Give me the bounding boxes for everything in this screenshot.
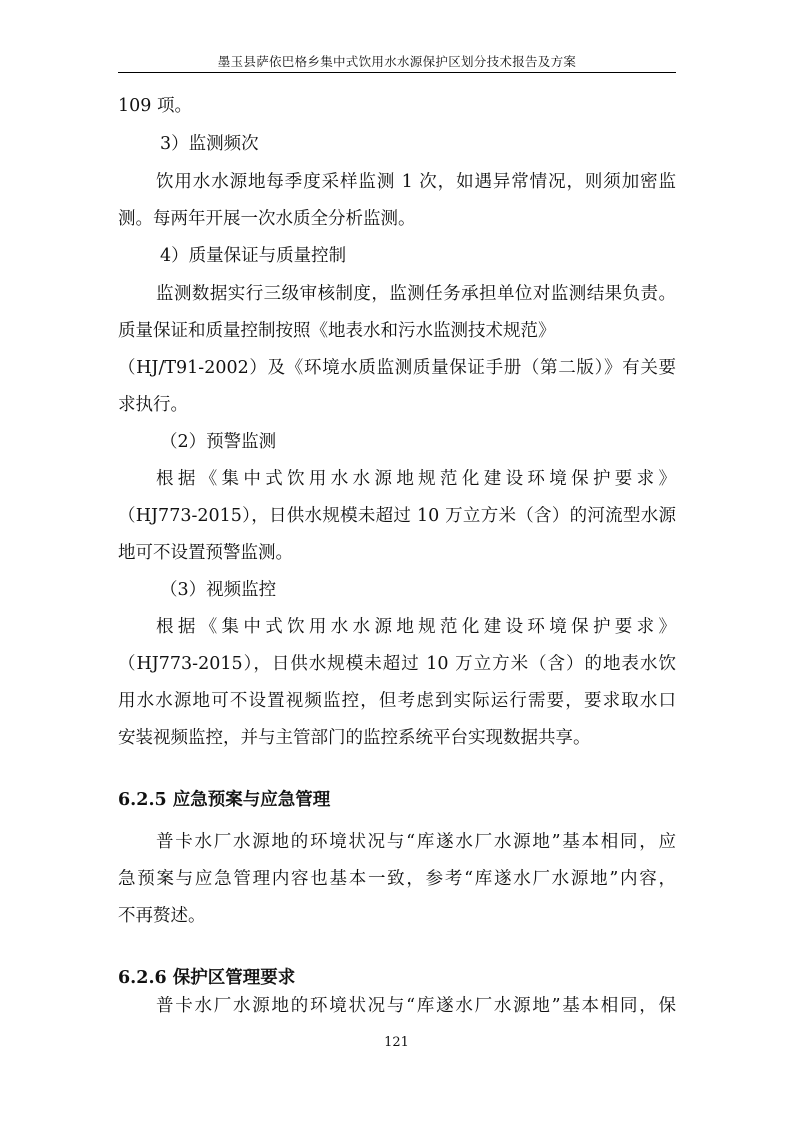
body-line: （HJ773-2015），日供水规模未超过 10 万立方米（含）的地表水饮	[118, 654, 676, 674]
header-divider	[118, 72, 676, 73]
body-line: 普卡水厂水源地的环境状况与“库遂水厂水源地”基本相同，应	[156, 832, 676, 852]
section-heading-6-2-5: 6.2.5 应急预案与应急管理	[118, 790, 331, 810]
page-number: 121	[384, 1035, 409, 1050]
body-line: 根据《集中式饮用水水源地规范化建设环境保护要求》	[156, 469, 676, 489]
section-heading-6-2-6: 6.2.6 保护区管理要求	[118, 968, 296, 988]
body-line: 质量保证和质量控制按照《地表水和污水监测技术规范》	[118, 321, 556, 341]
page-header-title: 墨玉县萨依巴格乡集中式饮用水水源保护区划分技术报告及方案	[217, 54, 577, 69]
subheading-quality-control: 4）质量保证与质量控制	[160, 246, 347, 266]
body-line: 安装视频监控，并与主管部门的监控系统平台实现数据共享。	[118, 728, 591, 748]
body-line: （HJ/T91-2002）及《环境水质监测质量保证手册（第二版）》有关要	[118, 358, 676, 378]
body-line: 急预案与应急管理内容也基本一致，参考“库遂水厂水源地”内容，	[118, 869, 676, 889]
body-line: 不再赘述。	[118, 906, 206, 926]
body-line: 109 项。	[118, 96, 192, 116]
subheading-video-monitoring: （3）视频监控	[160, 580, 277, 600]
body-line: 测。每两年开展一次水质全分析监测。	[118, 209, 416, 229]
body-line: 饮用水水源地每季度采样监测 1 次，如遇异常情况，则须加密监	[156, 172, 676, 192]
body-line: 用水水源地可不设置视频监控，但考虑到实际运行需要，要求取水口	[118, 691, 676, 711]
subheading-early-warning: （2）预警监测	[160, 432, 277, 452]
body-line: 求执行。	[118, 395, 188, 415]
body-line: 根据《集中式饮用水水源地规范化建设环境保护要求》	[156, 617, 676, 637]
subheading-monitoring-frequency: 3）监测频次	[160, 134, 259, 154]
body-line: 普卡水厂水源地的环境状况与“库遂水厂水源地”基本相同，保	[156, 996, 676, 1016]
body-line: 地可不设置预警监测。	[118, 543, 293, 563]
body-line: （HJ773-2015），日供水规模未超过 10 万立方米（含）的河流型水源	[118, 506, 676, 526]
body-line: 监测数据实行三级审核制度，监测任务承担单位对监测结果负责。	[156, 284, 676, 304]
